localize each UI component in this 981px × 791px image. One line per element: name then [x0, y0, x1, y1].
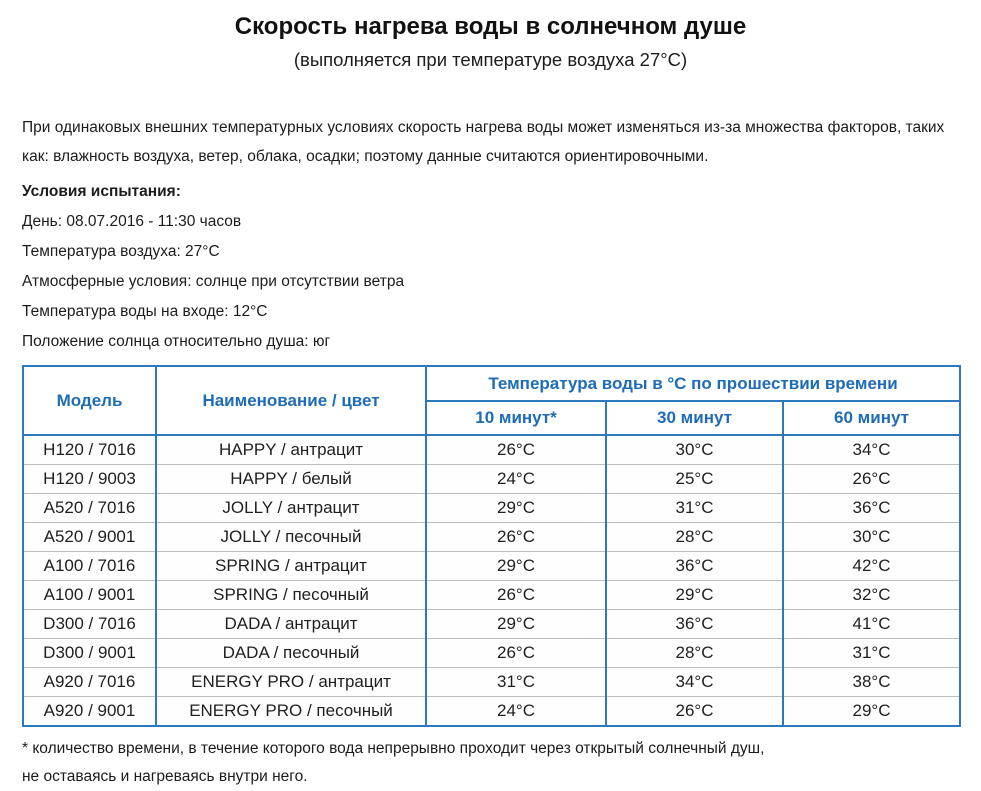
cell-name-color: JOLLY / антрацит [156, 494, 426, 523]
table-row [23, 697, 960, 727]
conditions-heading: Условия испытания: [22, 183, 181, 200]
footnote-line-2: не оставаясь и нагреваясь внутри него. [22, 768, 308, 785]
temperature-table [22, 365, 961, 727]
column-header-model: Модель [23, 366, 156, 435]
table-header-row-1 [23, 366, 960, 401]
cell-temp-60min: 30°С [783, 523, 960, 552]
table-row [23, 610, 960, 639]
cell-name-color: ENERGY PRO / песочный [156, 697, 426, 727]
cell-temp-60min: 26°С [783, 465, 960, 494]
page-title: Скорость нагрева воды в солнечном душе [234, 13, 747, 40]
cell-temp-10min: 24°С [426, 697, 606, 727]
cell-temp-10min: 26°С [426, 639, 606, 668]
cell-model: A100 / 9001 [23, 581, 156, 610]
table-row [23, 639, 960, 668]
cell-temp-60min: 34°С [783, 435, 960, 465]
cell-temp-60min: 29°С [783, 697, 960, 727]
cell-name-color: HAPPY / антрацит [156, 435, 426, 465]
cell-temp-30min: 29°С [606, 581, 783, 610]
cell-temp-10min: 29°С [426, 610, 606, 639]
table-row [23, 523, 960, 552]
cell-temp-10min: 24°С [426, 465, 606, 494]
cell-model: A920 / 7016 [23, 668, 156, 697]
footnote-line-1: * количество времени, в течение которого вода непрерывно проходит через открытый солнечный душ, [22, 740, 765, 757]
table-row [23, 435, 960, 465]
condition-air-temperature: Температура воздуха: 27°С [22, 243, 220, 260]
cell-temp-10min: 29°С [426, 552, 606, 581]
cell-model: D300 / 7016 [23, 610, 156, 639]
cell-name-color: SPRING / антрацит [156, 552, 426, 581]
cell-temp-60min: 38°С [783, 668, 960, 697]
condition-atmosphere: Атмосферные условия: солнце при отсутствии ветра [22, 273, 405, 290]
table-row [23, 668, 960, 697]
cell-temp-30min: 36°С [606, 610, 783, 639]
cell-name-color: SPRING / песочный [156, 581, 426, 610]
table-row [23, 552, 960, 581]
cell-temp-60min: 41°С [783, 610, 960, 639]
cell-model: H120 / 7016 [23, 435, 156, 465]
cell-model: A520 / 9001 [23, 523, 156, 552]
column-header-60-minutes: 60 минут [783, 401, 960, 435]
cell-temp-60min: 42°С [783, 552, 960, 581]
table-row [23, 465, 960, 494]
cell-temp-30min: 31°С [606, 494, 783, 523]
table-body [23, 435, 960, 726]
column-header-10-minutes: 10 минут* [426, 401, 606, 435]
cell-temp-30min: 34°С [606, 668, 783, 697]
column-header-30-minutes: 30 минут [606, 401, 783, 435]
cell-name-color: ENERGY PRO / антрацит [156, 668, 426, 697]
cell-temp-30min: 30°С [606, 435, 783, 465]
condition-day: День: 08.07.2016 - 11:30 часов [22, 213, 242, 230]
cell-name-color: HAPPY / белый [156, 465, 426, 494]
cell-model: A520 / 7016 [23, 494, 156, 523]
column-header-temperature-group: Температура воды в °С по прошествии времени [426, 366, 960, 401]
cell-temp-10min: 29°С [426, 494, 606, 523]
cell-name-color: DADA / песочный [156, 639, 426, 668]
cell-temp-30min: 26°С [606, 697, 783, 727]
cell-temp-30min: 28°С [606, 523, 783, 552]
condition-inlet-water-temperature: Температура воды на входе: 12°С [22, 303, 268, 320]
column-header-name-color: Наименование / цвет [156, 366, 426, 435]
page-subtitle: (выполняется при температуре воздуха 27°С) [293, 49, 688, 70]
cell-temp-30min: 25°С [606, 465, 783, 494]
table-row [23, 494, 960, 523]
cell-temp-10min: 26°С [426, 523, 606, 552]
table-row [23, 581, 960, 610]
cell-model: A100 / 7016 [23, 552, 156, 581]
condition-sun-position: Положение солнца относительно душа: юг [22, 333, 331, 350]
cell-model: H120 / 9003 [23, 465, 156, 494]
cell-temp-30min: 36°С [606, 552, 783, 581]
cell-name-color: JOLLY / песочный [156, 523, 426, 552]
cell-temp-60min: 36°С [783, 494, 960, 523]
cell-temp-10min: 26°С [426, 581, 606, 610]
footnote [22, 735, 959, 791]
cell-model: D300 / 9001 [23, 639, 156, 668]
cell-temp-60min: 32°С [783, 581, 960, 610]
intro-paragraph: При одинаковых внешних температурных условиях скорость нагрева воды может изменяться из-за множества факторов, таких как: влажность воздуха, ветер, облака, осадки; поэтому данные считаются ориентировочными. [22, 119, 945, 165]
cell-temp-60min: 31°С [783, 639, 960, 668]
cell-temp-10min: 31°С [426, 668, 606, 697]
cell-temp-30min: 28°С [606, 639, 783, 668]
cell-model: A920 / 9001 [23, 697, 156, 727]
cell-temp-10min: 26°С [426, 435, 606, 465]
cell-name-color: DADA / антрацит [156, 610, 426, 639]
